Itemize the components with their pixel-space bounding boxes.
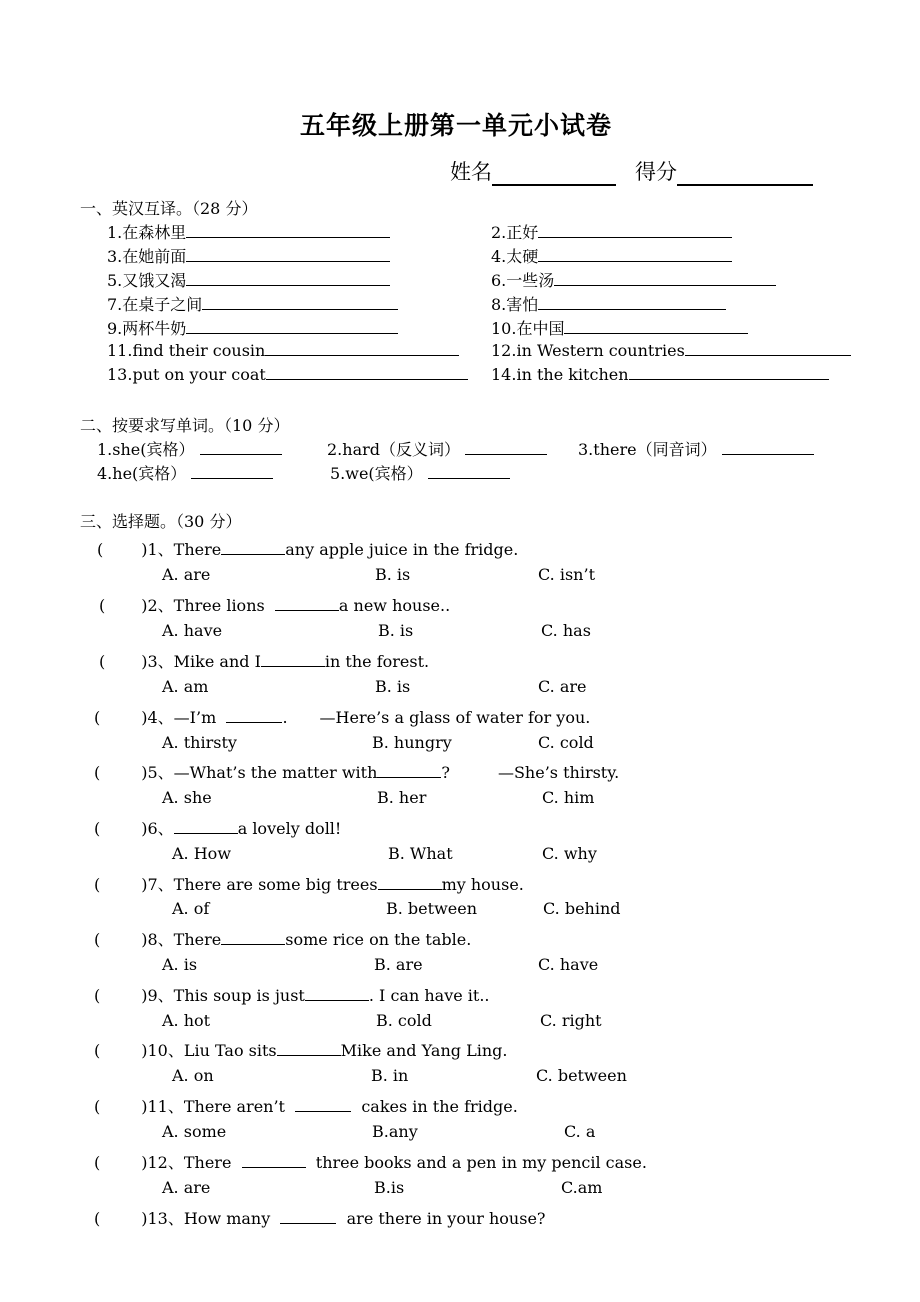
s1-item[interactable]: 7.在桌子之间 [107, 292, 398, 315]
answer-paren[interactable]: ( [94, 1209, 101, 1228]
name-label: 姓名 [450, 160, 492, 184]
answer-blank[interactable] [538, 295, 726, 310]
answer-paren[interactable]: ( [99, 596, 106, 615]
question-row: ( )13、How many are there in your house? [94, 1209, 546, 1228]
question-blank [221, 930, 285, 945]
question-blank [261, 652, 325, 667]
answer-paren[interactable]: ( [94, 986, 101, 1005]
option-b[interactable]: B. in [371, 1066, 409, 1085]
s1-item[interactable]: 1.在森林里 [107, 220, 390, 243]
answer-blank[interactable] [428, 464, 510, 479]
option-c[interactable]: C.am [561, 1178, 603, 1197]
answer-paren[interactable]: ( [94, 1041, 101, 1060]
question-row: ( )12、There three books and a pen in my pencil case. [94, 1153, 647, 1172]
option-c[interactable]: C. are [538, 677, 587, 696]
option-a[interactable]: A. have [162, 621, 223, 640]
answer-blank[interactable] [629, 365, 829, 380]
answer-blank[interactable] [191, 464, 273, 479]
option-b[interactable]: B. between [386, 899, 478, 918]
s2-item[interactable]: 3.there（同音词） [578, 437, 814, 460]
answer-paren[interactable]: ( [94, 1153, 101, 1172]
answer-blank[interactable] [465, 440, 547, 455]
s1-item[interactable]: 5.又饿又渴 [107, 268, 390, 291]
option-b[interactable]: B. are [374, 955, 423, 974]
question-blank [295, 1097, 351, 1112]
question-row: ( )10、Liu Tao sits Mike and Yang Ling. [94, 1041, 508, 1060]
option-c[interactable]: C. him [542, 788, 595, 807]
option-a[interactable]: A. am [162, 677, 209, 696]
question-blank [226, 708, 282, 723]
s2-item[interactable]: 1.she(宾格） [97, 437, 282, 460]
name-field[interactable] [450, 156, 616, 186]
answer-paren[interactable]: ( [94, 708, 101, 727]
name-blank[interactable] [492, 164, 616, 186]
option-b[interactable]: B. is [375, 565, 411, 584]
question-row: ( )5、—What’s the matter with ? —She’s thirsty. [94, 763, 620, 782]
s1-item[interactable]: 11.find their cousin [107, 341, 459, 360]
s1-item[interactable]: 13.put on your coat [107, 365, 468, 384]
option-c[interactable]: C. have [538, 955, 599, 974]
section2-heading: 二、按要求写单词。（10 分） [80, 416, 290, 435]
question-row: ( )7、There are some big trees my house. [94, 875, 524, 894]
option-a[interactable]: A. are [162, 1178, 211, 1197]
answer-blank[interactable] [265, 341, 459, 356]
question-blank [280, 1209, 336, 1224]
answer-blank[interactable] [266, 365, 468, 380]
option-b[interactable]: B. her [377, 788, 427, 807]
answer-paren[interactable]: ( [97, 540, 104, 559]
answer-paren[interactable]: ( [94, 763, 101, 782]
option-b[interactable]: B.is [374, 1178, 405, 1197]
question-blank [174, 819, 238, 834]
question-row: ( )8、There some rice on the table. [94, 930, 472, 949]
question-row: ( )9、This soup is just . I can have it.. [94, 986, 490, 1005]
option-a[interactable]: A. is [162, 955, 198, 974]
answer-blank[interactable] [722, 440, 814, 455]
option-a[interactable]: A. are [162, 565, 211, 584]
question-blank [221, 540, 285, 555]
option-a[interactable]: A. on [172, 1066, 214, 1085]
option-c[interactable]: C. has [541, 621, 591, 640]
question-blank [277, 1041, 341, 1056]
answer-paren[interactable]: ( [94, 819, 101, 838]
option-c[interactable]: C. between [536, 1066, 627, 1085]
option-a[interactable]: A. hot [162, 1011, 211, 1030]
question-blank [378, 875, 442, 890]
answer-paren[interactable]: ( [94, 875, 101, 894]
s2-item[interactable]: 5.we(宾格） [330, 461, 510, 484]
option-a[interactable]: A. thirsty [162, 733, 237, 752]
s1-item[interactable]: 4.太硬 [491, 244, 732, 267]
question-blank [242, 1153, 306, 1168]
option-a[interactable]: A. of [172, 899, 210, 918]
answer-blank[interactable] [186, 247, 390, 262]
question-row: ( )3、Mike and I in the forest. [99, 652, 430, 671]
s1-item[interactable]: 14.in the kitchen [491, 365, 829, 384]
question-row: ( )6、 a lovely doll! [94, 819, 342, 838]
answer-blank[interactable] [186, 223, 390, 238]
answer-blank[interactable] [202, 295, 398, 310]
question-row: ( )4、—I’m . —Here’s a glass of water for you. [94, 708, 591, 727]
question-row: ( )2、Three lions a new house.. [99, 596, 451, 615]
option-c[interactable]: C. a [564, 1122, 596, 1141]
s1-item[interactable]: 6.一些汤 [491, 268, 776, 291]
answer-paren[interactable]: ( [99, 652, 106, 671]
question-blank [305, 986, 369, 1001]
s1-item[interactable]: 3.在她前面 [107, 244, 390, 267]
answer-blank[interactable] [538, 223, 732, 238]
question-row: ( )1、There any apple juice in the fridge. [97, 540, 519, 559]
s2-item[interactable]: 4.he(宾格） [97, 461, 273, 484]
question-blank [275, 596, 339, 611]
option-b[interactable]: B.any [372, 1122, 418, 1141]
answer-paren[interactable]: ( [94, 930, 101, 949]
option-a[interactable]: A. some [162, 1122, 227, 1141]
section3-heading: 三、选择题。（30 分） [80, 512, 242, 531]
option-b[interactable]: B. hungry [372, 733, 452, 752]
option-c[interactable]: C. cold [538, 733, 594, 752]
s2-item[interactable]: 2.hard（反义词） [327, 437, 547, 460]
answer-blank[interactable] [685, 341, 851, 356]
option-a[interactable]: A. she [162, 788, 212, 807]
score-blank[interactable] [677, 164, 813, 186]
option-a[interactable]: A. How [172, 844, 232, 863]
answer-blank[interactable] [186, 271, 390, 286]
s1-item[interactable]: 8.害怕 [491, 292, 726, 315]
answer-blank[interactable] [200, 440, 282, 455]
answer-blank[interactable] [186, 319, 398, 334]
option-c[interactable]: C. isn’t [538, 565, 595, 584]
option-c[interactable]: C. right [540, 1011, 602, 1030]
score-field[interactable] [635, 156, 813, 186]
option-b[interactable]: B. is [378, 621, 414, 640]
answer-blank[interactable] [564, 319, 748, 334]
s1-item[interactable]: 12.in Western countries [491, 341, 851, 360]
section1-heading: 一、英汉互译。（28 分） [80, 199, 258, 218]
question-blank [377, 763, 441, 778]
score-label: 得分 [635, 160, 677, 184]
page-title: 五年级上册第一单元小试卷 [300, 111, 613, 140]
option-c[interactable]: C. behind [543, 899, 621, 918]
option-b[interactable]: B. cold [376, 1011, 432, 1030]
s1-item[interactable]: 10.在中国 [491, 316, 748, 339]
answer-paren[interactable]: ( [94, 1097, 101, 1116]
option-b[interactable]: B. What [388, 844, 453, 863]
option-c[interactable]: C. why [542, 844, 597, 863]
s1-item[interactable]: 9.两杯牛奶 [107, 316, 398, 339]
answer-blank[interactable] [538, 247, 732, 262]
option-b[interactable]: B. is [375, 677, 411, 696]
question-row: ( )11、There aren’t cakes in the fridge. [94, 1097, 518, 1116]
answer-blank[interactable] [554, 271, 776, 286]
s1-item[interactable]: 2.正好 [491, 220, 732, 243]
